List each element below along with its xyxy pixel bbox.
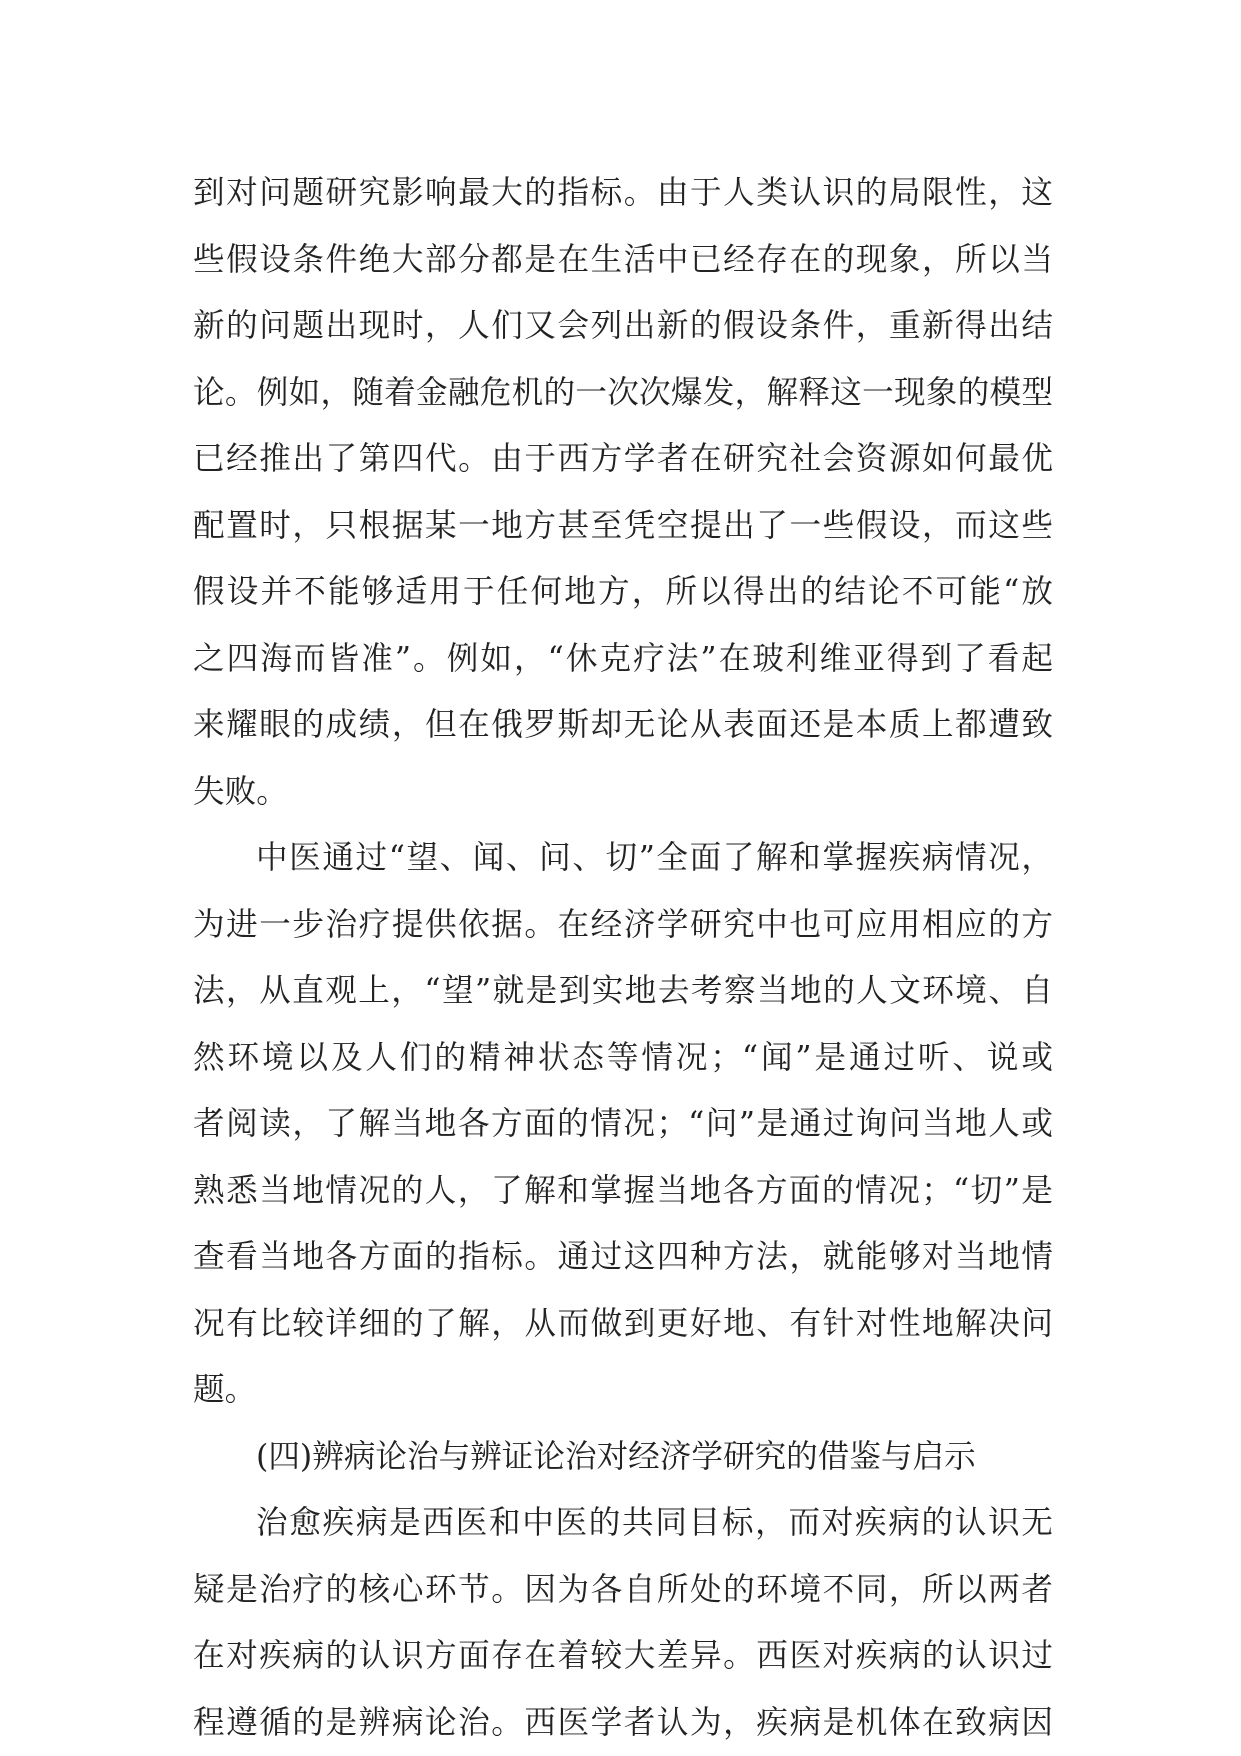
text-line: 程遵循的是辨病论治。西医学者认为，疾病是机体在致病因 <box>193 1690 1053 1756</box>
text-line: 者阅读，了解当地各方面的情况；“问”是通过询问当地人或 <box>193 1091 1053 1158</box>
text-line: 疑是治疗的核心环节。因为各自所处的环境不同，所以两者 <box>193 1557 1053 1624</box>
text-line: 况有比较详细的了解，从而做到更好地、有针对性地解决问 <box>193 1291 1053 1358</box>
text-line: 论。例如，随着金融危机的一次次爆发，解释这一现象的模型 <box>193 360 1053 427</box>
text-line: 为进一步治疗提供依据。在经济学研究中也可应用相应的方 <box>193 892 1053 959</box>
text-line: 然环境以及人们的精神状态等情况；“闻”是通过听、说或 <box>193 1025 1053 1092</box>
text-line: 题。 <box>193 1357 1053 1424</box>
text-line: 在对疾病的认识方面存在着较大差异。西医对疾病的认识过 <box>193 1623 1053 1690</box>
paragraph-1 <box>193 160 1053 825</box>
document-body <box>193 160 1053 1756</box>
section-heading: (四)辨病论治与辨证论治对经济学研究的借鉴与启示 <box>193 1424 1053 1491</box>
paragraph-3 <box>193 1490 1053 1756</box>
text-line: 些假设条件绝大部分都是在生活中已经存在的现象，所以当 <box>193 227 1053 294</box>
text-line: 新的问题出现时，人们又会列出新的假设条件，重新得出结 <box>193 293 1053 360</box>
text-line: 中医通过“望、闻、问、切”全面了解和掌握疾病情况， <box>193 825 1053 892</box>
text-line: 之四海而皆准”。例如，“休克疗法”在玻利维亚得到了看起 <box>193 626 1053 693</box>
text-line: 配置时，只根据某一地方甚至凭空提出了一些假设，而这些 <box>193 493 1053 560</box>
text-line: 已经推出了第四代。由于西方学者在研究社会资源如何最优 <box>193 426 1053 493</box>
text-line: 法，从直观上，“望”就是到实地去考察当地的人文环境、自 <box>193 958 1053 1025</box>
text-line: 治愈疾病是西医和中医的共同目标，而对疾病的认识无 <box>193 1490 1053 1557</box>
paragraph-2 <box>193 825 1053 1424</box>
text-line: 到对问题研究影响最大的指标。由于人类认识的局限性，这 <box>193 160 1053 227</box>
section-heading-block <box>193 1424 1053 1491</box>
text-line: 来耀眼的成绩，但在俄罗斯却无论从表面还是本质上都遭致 <box>193 692 1053 759</box>
text-line: 查看当地各方面的指标。通过这四种方法，就能够对当地情 <box>193 1224 1053 1291</box>
text-line: 假设并不能够适用于任何地方，所以得出的结论不可能“放 <box>193 559 1053 626</box>
text-line: 失败。 <box>193 759 1053 826</box>
text-line: 熟悉当地情况的人，了解和掌握当地各方面的情况；“切”是 <box>193 1158 1053 1225</box>
